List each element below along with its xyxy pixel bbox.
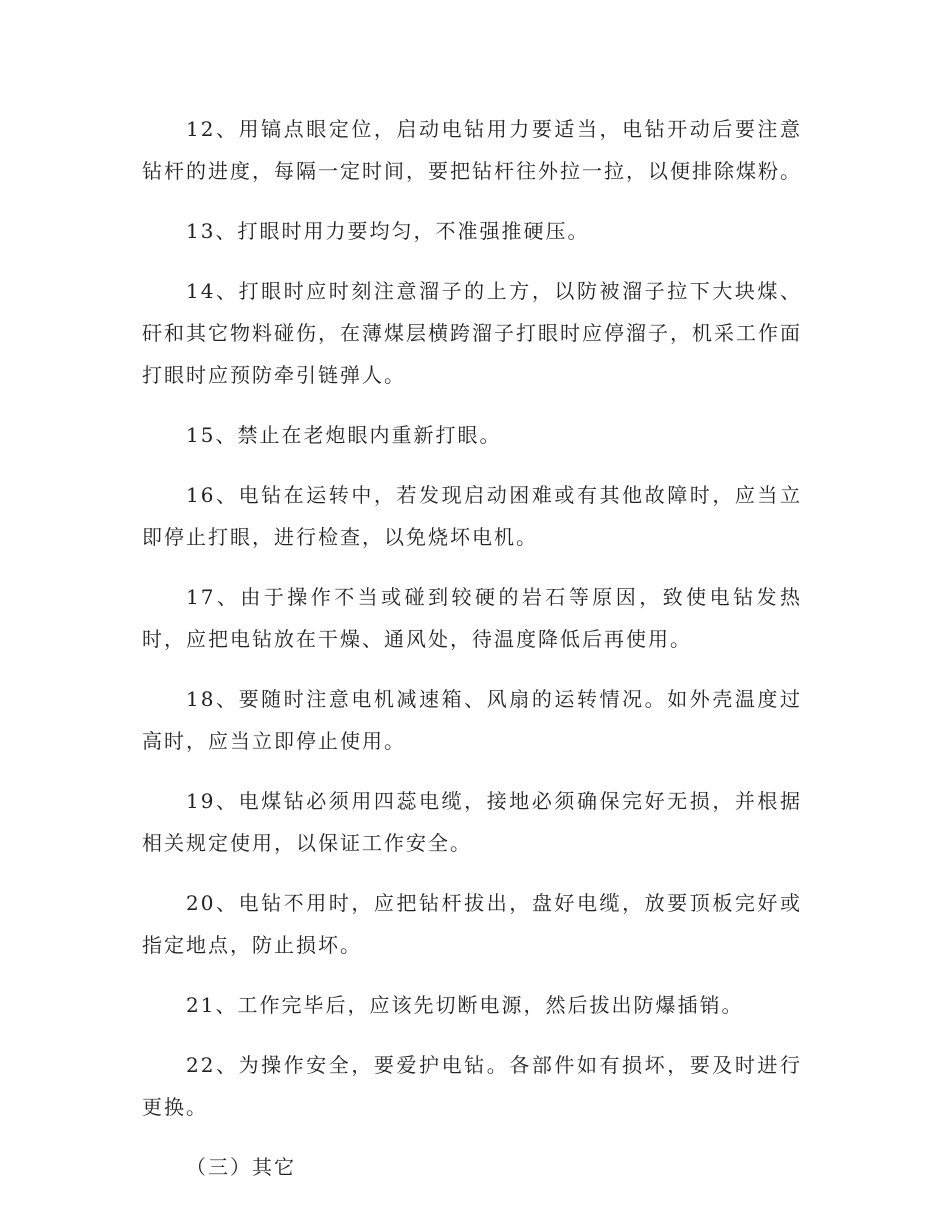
paragraph-16: 16、电钻在运转中，若发现启动困难或有其他故障时，应当立即停止打眼，进行检查，以免烧坏电机。 — [142, 483, 802, 549]
paragraph-20: 20、电钻不用时，应把钻杆拔出，盘好电缆，放要顶板完好或指定地点，防止损坏。 — [142, 891, 802, 957]
paragraph-19: 19、电煤钻必须用四蕊电缆，接地必须确保完好无损，并根据相关规定使用，以保证工作安全。 — [142, 789, 802, 855]
paragraph-14: 14、打眼时应时刻注意溜子的上方，以防被溜子拉下大块煤、矸和其它物料碰伤，在薄煤层横跨溜子打眼时应停溜子，机采工作面打眼时应预防牵引链弹人。 — [142, 279, 802, 387]
paragraph-12: 12、用镐点眼定位，启动电钻用力要适当，电钻开动后要注意钻杆的进度，每隔一定时间，要把钻杆往外拉一拉，以便排除煤粉。 — [142, 117, 802, 183]
paragraph-17: 17、由于操作不当或碰到较硬的岩石等原因，致使电钻发热时，应把电钻放在干燥、通风处，待温度降低后再使用。 — [142, 585, 802, 651]
paragraph-22: 22、为操作安全，要爱护电钻。各部件如有损坏，要及时进行更换。 — [142, 1053, 802, 1119]
section-heading: （三）其它 — [186, 1155, 296, 1179]
paragraph-21: 21、工作完毕后，应该先切断电源，然后拔出防爆插销。 — [186, 993, 744, 1017]
paragraph-15: 15、禁止在老炮眼内重新打眼。 — [186, 423, 502, 447]
paragraph-13: 13、打眼时用力要均匀，不准强推硬压。 — [186, 219, 590, 243]
document-body — [142, 108, 802, 1188]
paragraph-18: 18、要随时注意电机减速箱、风扇的运转情况。如外壳温度过高时，应当立即停止使用。 — [142, 687, 802, 753]
